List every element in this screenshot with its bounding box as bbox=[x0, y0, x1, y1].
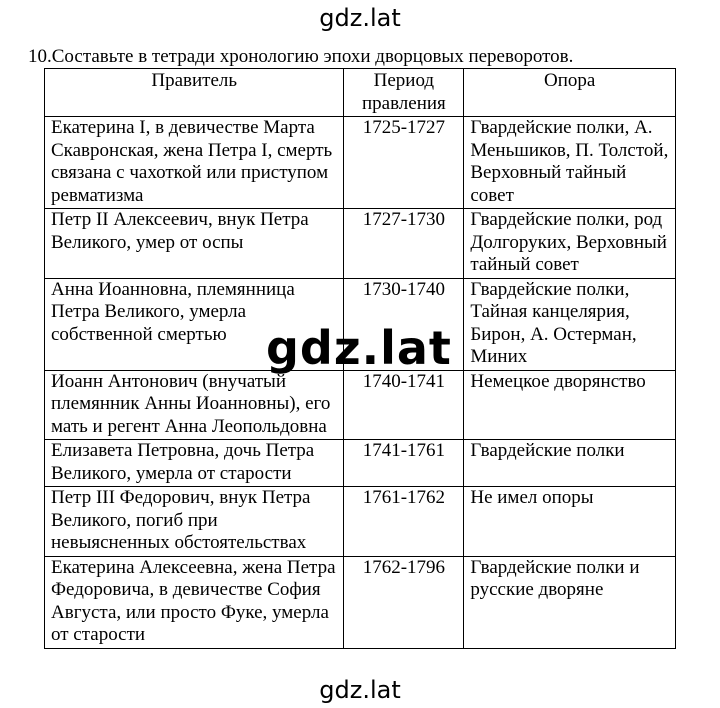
watermark-top: gdz.lat bbox=[319, 4, 401, 32]
watermark-center: gdz.lat bbox=[266, 321, 452, 375]
support-cell: Гвардейские полки, Тайная канцелярия, Бирон, А. Остерман, Миних bbox=[464, 278, 676, 370]
table-row bbox=[45, 487, 676, 557]
period-cell: 1727-1730 bbox=[344, 209, 464, 279]
period-cell: 1730-1740 bbox=[344, 278, 464, 370]
period-cell: 1741-1761 bbox=[344, 440, 464, 487]
support-cell: Немецкое дворянство bbox=[464, 370, 676, 440]
table-row bbox=[45, 556, 676, 648]
ruler-cell: Анна Иоанновна, племянница Петра Великого, умерла собственной смертью bbox=[45, 278, 344, 370]
ruler-cell: Петр II Алексеевич, внук Петра Великого, умер от оспы bbox=[45, 209, 344, 279]
period-cell: 1762-1796 bbox=[344, 556, 464, 648]
table-row bbox=[45, 209, 676, 279]
table-row bbox=[45, 440, 676, 487]
support-cell: Не имел опоры bbox=[464, 487, 676, 557]
header-period: Период правления bbox=[344, 69, 464, 117]
header-support: Опора bbox=[464, 69, 676, 117]
table-header-row bbox=[45, 69, 676, 117]
table-row bbox=[45, 370, 676, 440]
period-cell: 1761-1762 bbox=[344, 487, 464, 557]
task-heading: 10.Составьте в тетради хронологию эпохи дворцовых переворотов. bbox=[28, 46, 574, 67]
ruler-cell: Елизавета Петровна, дочь Петра Великого, умерла от старости bbox=[45, 440, 344, 487]
period-cell: 1725-1727 bbox=[344, 117, 464, 209]
ruler-cell: Петр III Федорович, внук Петра Великого, погиб при невыясненных обстоятельствах bbox=[45, 487, 344, 557]
ruler-cell: Иоанн Антонович (внучатый племянник Анны Иоанновны), его мать и регент Анна Леопольдовна bbox=[45, 370, 344, 440]
watermark-bottom: gdz.lat bbox=[319, 676, 401, 704]
support-cell: Гвардейские полки, род Долгоруких, Верховный тайный совет bbox=[464, 209, 676, 279]
support-cell: Гвардейские полки, А. Меньшиков, П. Толстой, Верховный тайный совет bbox=[464, 117, 676, 209]
period-cell: 1740-1741 bbox=[344, 370, 464, 440]
ruler-cell: Екатерина I, в девичестве Марта Скавронская, жена Петра I, смерть связана с чахоткой или приступом ревматизма bbox=[45, 117, 344, 209]
ruler-cell: Екатерина Алексеевна, жена Петра Федоровича, в девичестве София Августа, или просто Фуке, умерла от старости bbox=[45, 556, 344, 648]
table-row bbox=[45, 117, 676, 209]
support-cell: Гвардейские полки bbox=[464, 440, 676, 487]
header-ruler: Правитель bbox=[45, 69, 344, 117]
support-cell: Гвардейские полки и русские дворяне bbox=[464, 556, 676, 648]
